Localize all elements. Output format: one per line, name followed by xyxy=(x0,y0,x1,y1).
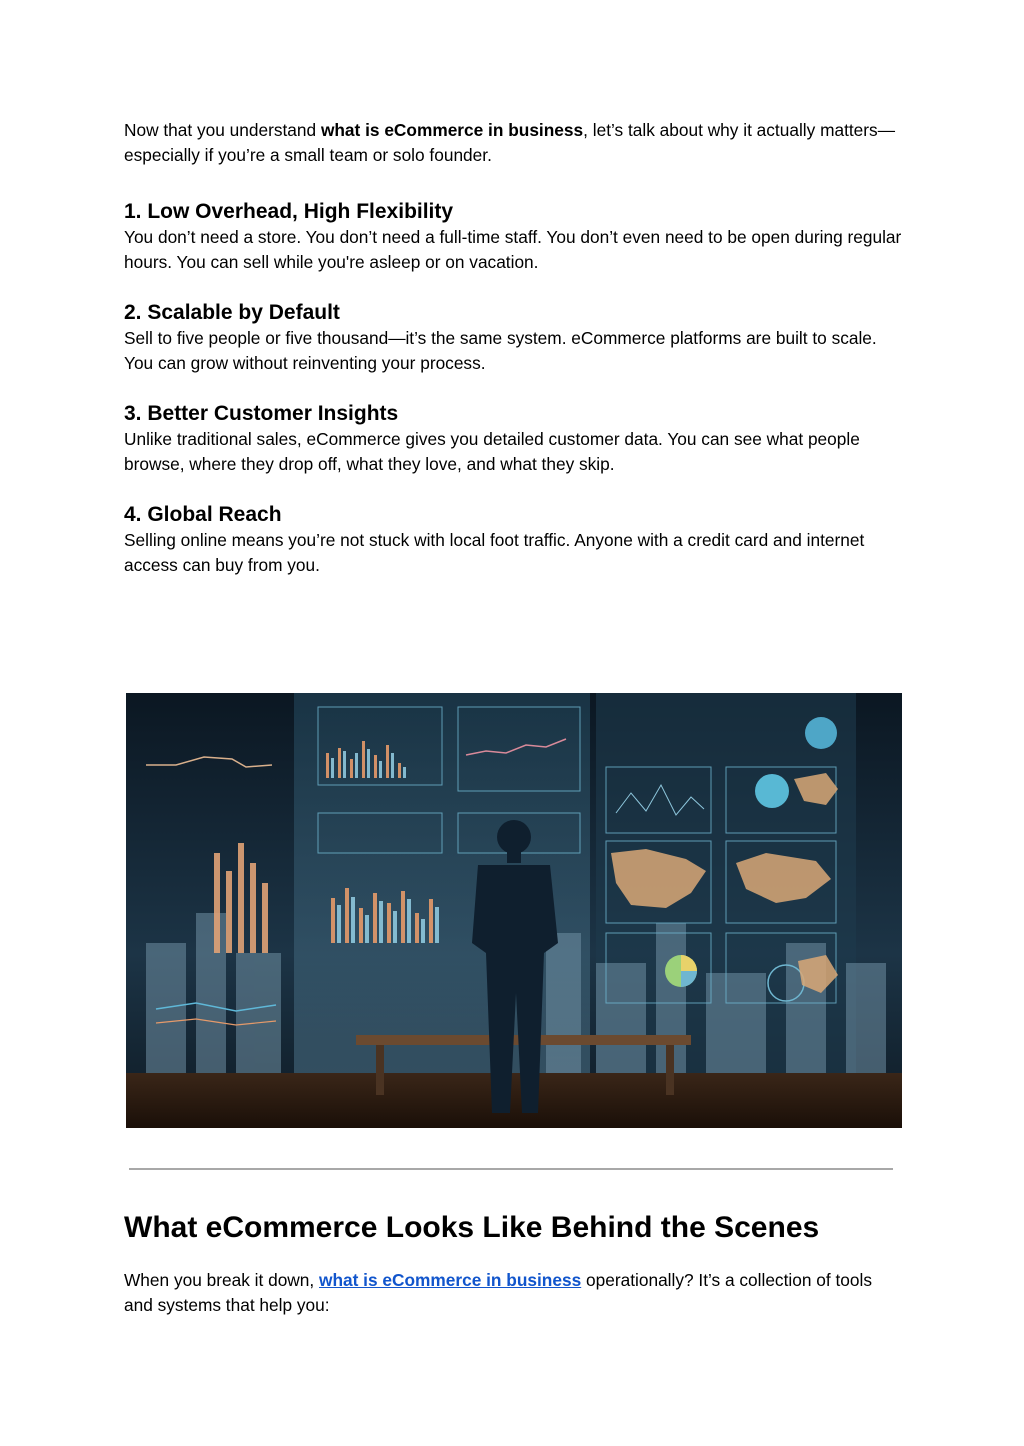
heading-global-reach: 4. Global Reach xyxy=(124,503,282,526)
horizontal-divider xyxy=(129,1168,893,1170)
intro-text-after: , let’s talk about why it actually matters—especially if you’re a small team or solo founder. xyxy=(124,120,895,165)
analytics-dashboard-illustration xyxy=(126,693,902,1128)
behind-the-scenes-section xyxy=(124,1210,904,1318)
paragraph-customer-insights: Unlike traditional sales, eCommerce gives you detailed customer data. You can see what people browse, where they drop off, what they love, and what they skip. xyxy=(124,429,860,474)
section-title: What eCommerce Looks Like Behind the Scenes xyxy=(124,1211,820,1244)
ecommerce-business-link[interactable]: what is eCommerce in business xyxy=(319,1270,582,1290)
paragraph-scalable: Sell to five people or five thousand—it’s the same system. eCommerce platforms are built to scale. You can grow without reinventing your process. xyxy=(124,328,877,373)
heading-customer-insights: 3. Better Customer Insights xyxy=(124,402,399,425)
article-body xyxy=(124,118,904,578)
paragraph-low-overhead: You don’t need a store. You don’t need a full-time staff. You don’t even need to be open during regular hours. You can sell while you're asleep or on vacation. xyxy=(124,227,902,272)
heading-scalable: 2. Scalable by Default xyxy=(124,301,340,324)
intro-text-before: Now that you understand xyxy=(124,120,321,140)
paragraph-global-reach: Selling online means you’re not stuck with local foot traffic. Anyone with a credit card and internet access can buy from you. xyxy=(124,530,865,575)
intro-bold-phrase: what is eCommerce in business xyxy=(320,120,584,140)
section-text-before: When you break it down, xyxy=(124,1270,319,1290)
section-paragraph xyxy=(124,1268,904,1318)
heading-low-overhead: 1. Low Overhead, High Flexibility xyxy=(124,200,454,223)
intro-paragraph xyxy=(124,118,904,168)
section-text-after: operationally? It’s a collection of tools and systems that help you: xyxy=(124,1270,872,1315)
hero-image xyxy=(126,693,902,1128)
